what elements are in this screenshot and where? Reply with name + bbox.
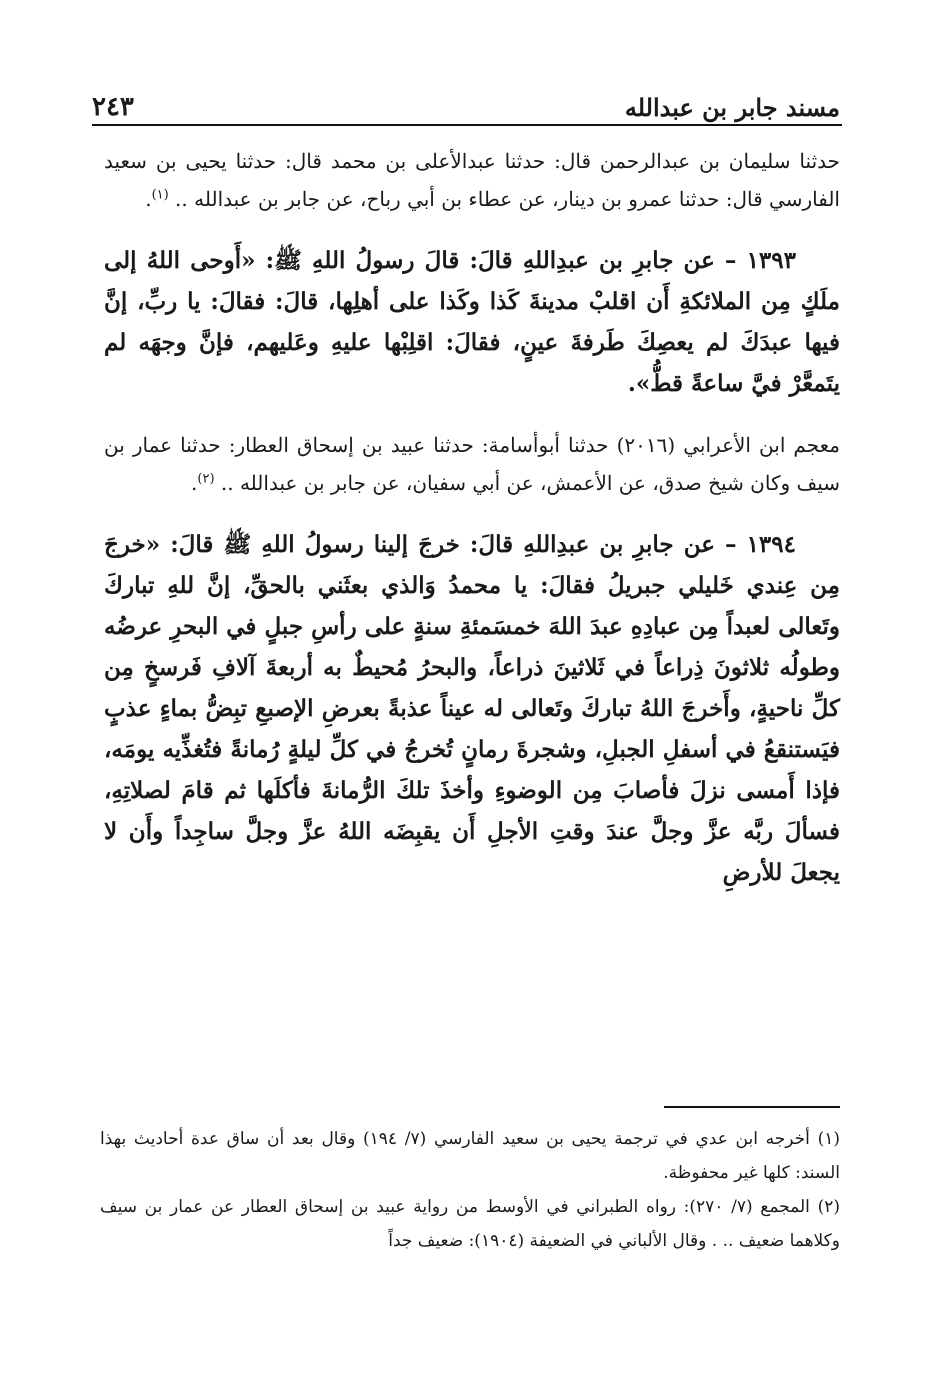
footnote-reference: (٢)	[197, 471, 215, 487]
page-number: ٢٤٣	[92, 92, 134, 122]
footnote: (٢) المجمع (٧/ ٢٧٠): رواه الطبراني في الأوسط من رواية عبيد بن إسحاق العطار عن عمار بن سيف وكلاهما ضعيف .. . وقال الألباني في الضعيفة (١٩٠٤): ضعيف جداً	[100, 1197, 840, 1251]
running-head	[92, 80, 840, 120]
footnotes	[100, 1122, 840, 1258]
running-title: مسند جابر بن عبدالله	[624, 93, 840, 122]
hadith-paragraph	[104, 240, 840, 404]
source-paragraph	[104, 142, 840, 218]
source-text: حدثنا سليمان بن عبدالرحمن قال: حدثنا عبدالأعلى بن محمد قال: حدثنا يحيى بن سعيد الفارسي قال: حدثنا عمرو بن دينار، عن عطاء بن أبي رباح، عن جابر بن عبدالله ..	[104, 149, 840, 211]
hadith-number: ١٣٩٣	[746, 247, 796, 274]
hadith-text: – عن جابرِ بن عبدِاللهِ قالَ: خرجَ إلينا رسولُ اللهِ ﷺ قالَ: «خرجَ مِن عِندي خَليلي جبريلُ فقالَ: يا محمدُ وَالذي بعثَني بالحقِّ، إنَّ للهِ تباركَ وتَعالى لعبداً مِن عبادِهِ عبدَ اللهَ خمسَمئةِ سنةٍ على رأسِ جبلٍ في البحرِ عرضُه وطولُه ثلاثونَ ذِراعاً في ثَلاثينَ ذراعاً، والبحرُ مُحيطٌ به أربعةَ آلافِ فَرسخٍ مِن كلِّ ناحيةٍ، وأَخرجَ اللهُ تباركَ وتَعالى له عيناً عذبةً بعرضِ الإصبعِ تبِضُّ بماءٍ عذبٍ فيَستنقعُ في أسفلِ الجبلِ، وشجرةَ رمانٍ تُخرجُ في كلِّ ليلةٍ رُمانةً فتُغذِّيه يومَه، فإذا أَمسى نزلَ فأصابَ مِن الوضوءِ وأخذَ تلكَ الرُّمانةَ فأكلَها ثم قامَ لصلاتِهِ، فسألَ ربَّه عزَّ وجلَّ عندَ وقتِ الأجلِ أَن يقبِضَه اللهُ عزَّ وجلَّ ساجِداً وأَن لا يجعلَ للأرضِ	[104, 531, 840, 886]
footnote-rule	[664, 1106, 840, 1108]
source-tail: .	[191, 471, 198, 495]
source-tail: .	[145, 187, 152, 211]
header-rule	[92, 124, 842, 126]
page-body	[104, 142, 840, 915]
hadith-number: ١٣٩٤	[746, 531, 796, 558]
source-text: معجم ابن الأعرابي (٢٠١٦) حدثنا أبوأسامة: حدثنا عبيد بن إسحاق العطار: حدثنا عمار بن سيف وكان شيخ صدق، عن الأعمش، عن أبي سفيان، عن جابر بن عبدالله ..	[104, 433, 841, 495]
footnote-reference: (١)	[151, 187, 169, 203]
source-paragraph	[104, 426, 840, 502]
hadith-paragraph	[104, 524, 840, 893]
footnote: (١) أخرجه ابن عدي في ترجمة يحيى بن سعيد الفارسي (٧/ ١٩٤) وقال بعد أن ساق عدة أحاديث بهذا السند: كلها غير محفوظة.	[100, 1129, 840, 1183]
hadith-text: – عن جابرِ بن عبدِاللهِ قالَ: قالَ رسولُ اللهِ ﷺ: «أَوحى اللهُ إلى ملَكٍ مِن الملائكةِ أَن اقلبْ مدينةَ كَذا وكَذا على أهلِها، قالَ: فقالَ: يا ربِّ، إنَّ فيها عبدَكَ لم يعصِكَ طَرفةَ عينٍ، فقالَ: اقلِبْها عليهِ وعَليهم، فإنَّ وجهَه لم يتَمعَّرْ فيَّ ساعةً قطُّ».	[104, 247, 840, 397]
